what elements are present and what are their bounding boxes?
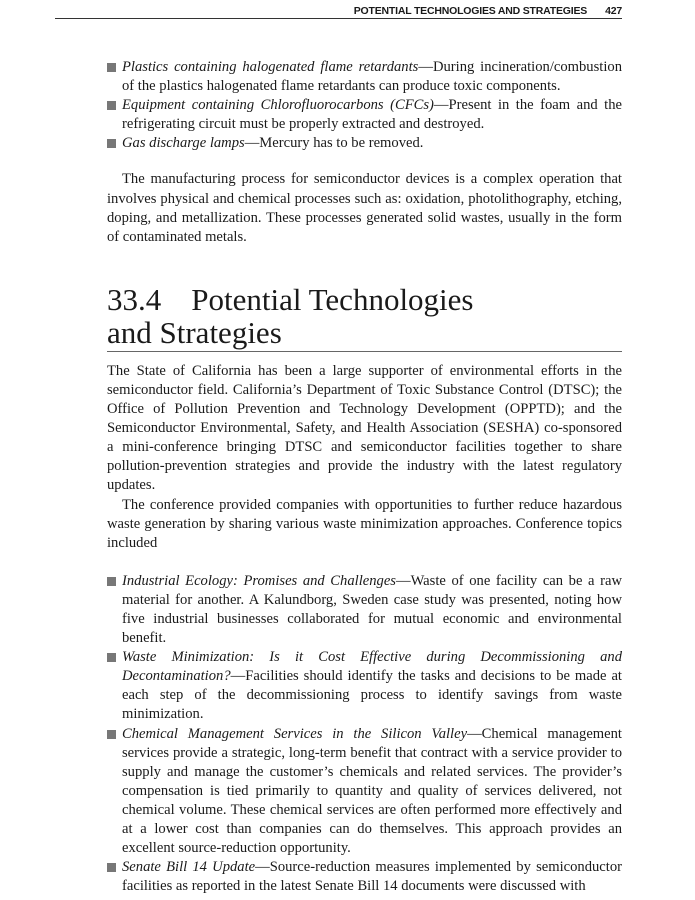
section-number: 33.4 [107,281,162,317]
running-title: POTENTIAL TECHNOLOGIES AND STRATEGIES [353,5,588,17]
item-text: —During incineration/combustion of the plastics halogenated flame retardants can produce toxic components. [122,59,622,95]
item-term: Industrial Ecology: Promises and Challenges [122,572,396,589]
item-text: —Mercury has to be removed. [244,135,424,152]
list-item [107,96,622,134]
item-term: Plastics containing halogenated flame retardants [122,59,419,75]
item-text: —Present in the foam and the refrigerating circuit must be properly extracted and destroyed. [122,97,622,133]
list-item [107,58,622,96]
square-bullet-icon [107,139,116,148]
list-item [107,858,622,896]
item-term: Waste Minimization: Is it Cost Effective during Decommissioning and Decontamination? [122,649,622,685]
paragraph-manufacturing: The manufacturing process for semiconductor devices is a complex operation that involves physical and chemical processes such as: oxidation, photolithography, etching, doping, and metallization. These processes generated solid wastes, usually in the form of contaminated metals. [107,171,622,245]
square-bullet-icon [107,101,116,110]
item-term: Gas discharge lamps [122,135,245,152]
list-item [107,572,622,648]
list-item [107,134,622,153]
square-bullet-icon [107,63,116,72]
list-item [107,648,622,724]
running-header [55,4,622,19]
paragraph-conference: The conference provided companies with opportunities to further reduce hazardous waste generation by sharing various waste minimization approaches. Conference topics included [107,496,622,551]
list-item [107,725,622,859]
square-bullet-icon [107,730,116,739]
item-term: Senate Bill 14 Update [122,859,256,876]
square-bullet-icon [107,863,116,872]
item-text: —Source-reduction measures implemented by semiconductor facilities as reported in the latest Senate Bill 14 documents were discussed with [122,859,622,895]
bullet-list-disposal [107,58,622,153]
page-number: 427 [605,5,622,17]
item-text: —Facilities should identify the tasks and decisions to be made at each step of the decommissioning process to identify savings from waste minimization. [122,668,622,723]
page-body [107,58,622,896]
item-term: Chemical Management Services in the Silicon Valley [122,725,468,742]
square-bullet-icon [107,653,116,662]
paragraph-california: The State of California has been a large supporter of environmental efforts in the semiconductor field. California’s Department of Toxic Substance Control (DTSC); the Office of Pollution Prevention and Technology Development (OPPTD); and the Semiconductor Environmental, Safety, and Health Association (SESHA) co-sponsored a mini-conference bringing DTSC and semiconductor facilities together to share pollution-prevention strategies and provide the industry with the latest regulatory updates. [107,362,622,494]
item-term: Equipment containing Chlorofluorocarbons (CFCs) [122,97,434,114]
item-text: —Waste of one facility can be a raw material for another. A Kalundborg, Sweden case study was presented, noting how five industrial businesses collaborated for mutual economic and environmental benefit. [122,572,623,647]
item-text: —Chemical management services provide a strategic, long-term benefit that contract with a service provider to supply and manage the customer’s chemicals and related services. The provider’s compensation is tied primarily to quantity and quality of services delivered, not chemical volume. These chemical services are often performed more effectively and at a lower cost than companies can do themselves. This approach provides an excellent source-reduction opportunity. [122,725,622,857]
section-title-line1: Potential Technologies [191,281,474,317]
bullet-list-topics [107,572,622,897]
section-title-line2: and Strategies [107,314,282,350]
square-bullet-icon [107,577,116,586]
section-heading [107,283,622,352]
